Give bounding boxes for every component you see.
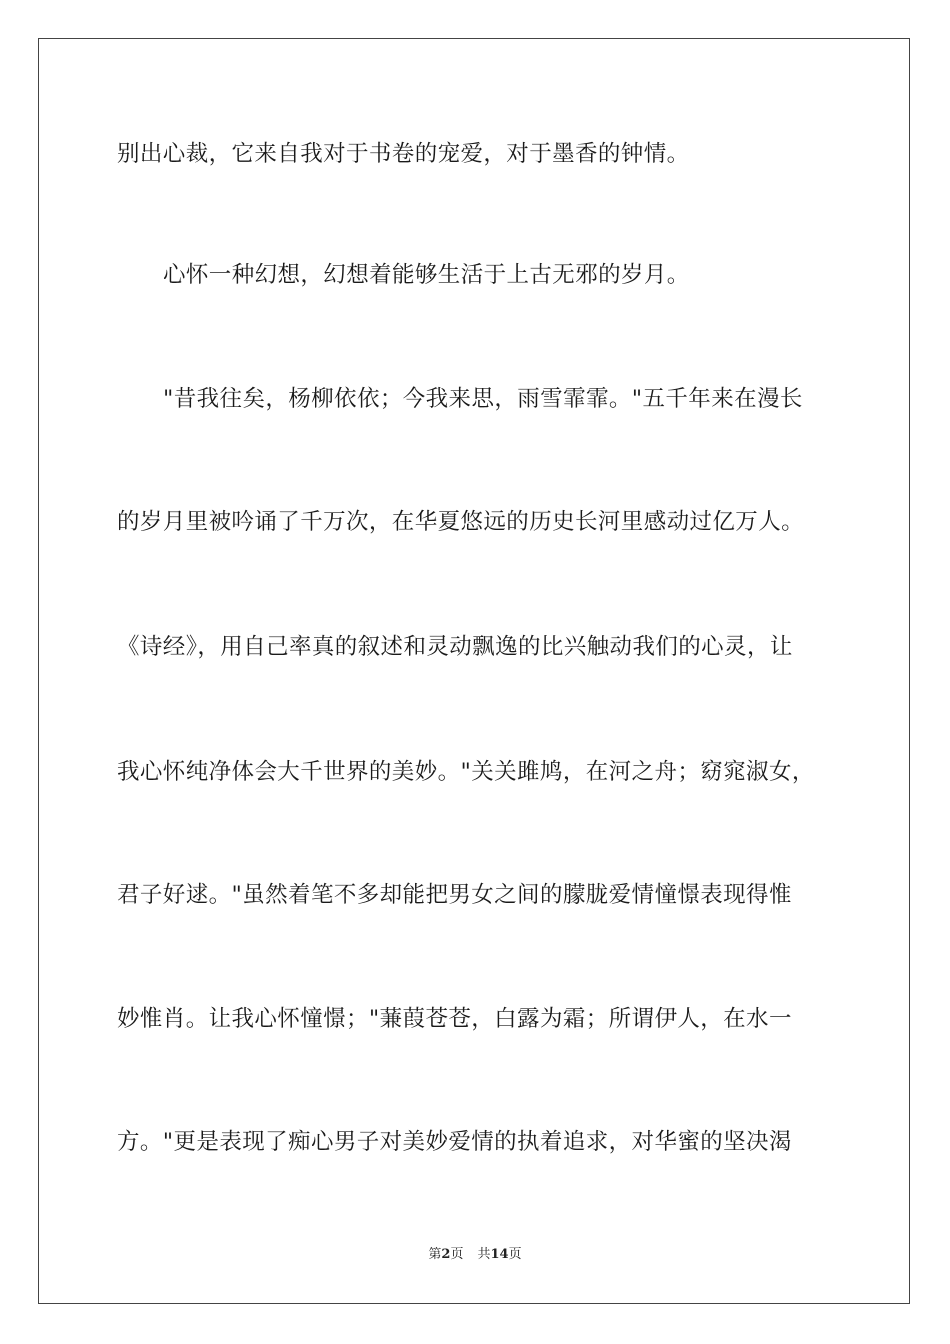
text-line-8: 妙惟肖。让我心怀憧憬；"蒹葭苍苍，白露为霜；所谓伊人，在水一 <box>117 1006 792 1032</box>
text-line-2: 心怀一种幻想，幻想着能够生活于上古无邪的岁月。 <box>163 262 690 288</box>
page-footer <box>0 1246 950 1264</box>
total-pages: 14 <box>490 1247 509 1262</box>
text-line-1: 别出心裁，它来自我对于书卷的宠爱，对于墨香的钟情。 <box>117 141 690 167</box>
text-line-9: 方。"更是表现了痴心男子对美妙爱情的执着追求，对华蜜的坚决渴 <box>117 1129 792 1155</box>
page-suffix: 页 <box>450 1247 464 1262</box>
page-prefix: 第 <box>428 1247 442 1262</box>
total-suffix: 页 <box>508 1247 522 1262</box>
text-line-5: 《诗经》，用自己率真的叙述和灵动飘逸的比兴触动我们的心灵，让 <box>117 634 793 660</box>
total-prefix: 共 <box>477 1247 491 1262</box>
text-line-6: 我心怀纯净体会大千世界的美妙。"关关雎鸠，在河之舟；窈窕淑女， <box>117 759 815 785</box>
text-line-7: 君子好逑。"虽然着笔不多却能把男女之间的朦胧爱情憧憬表现得惟 <box>117 882 792 908</box>
page-number: 2 <box>441 1247 451 1262</box>
text-line-4: 的岁月里被吟诵了千万次，在华夏悠远的历史长河里感动过亿万人。 <box>117 509 805 535</box>
page-border <box>38 38 910 1304</box>
text-line-3: "昔我往矣，杨柳依依；今我来思，雨雪霏霏。"五千年来在漫长 <box>163 386 803 412</box>
